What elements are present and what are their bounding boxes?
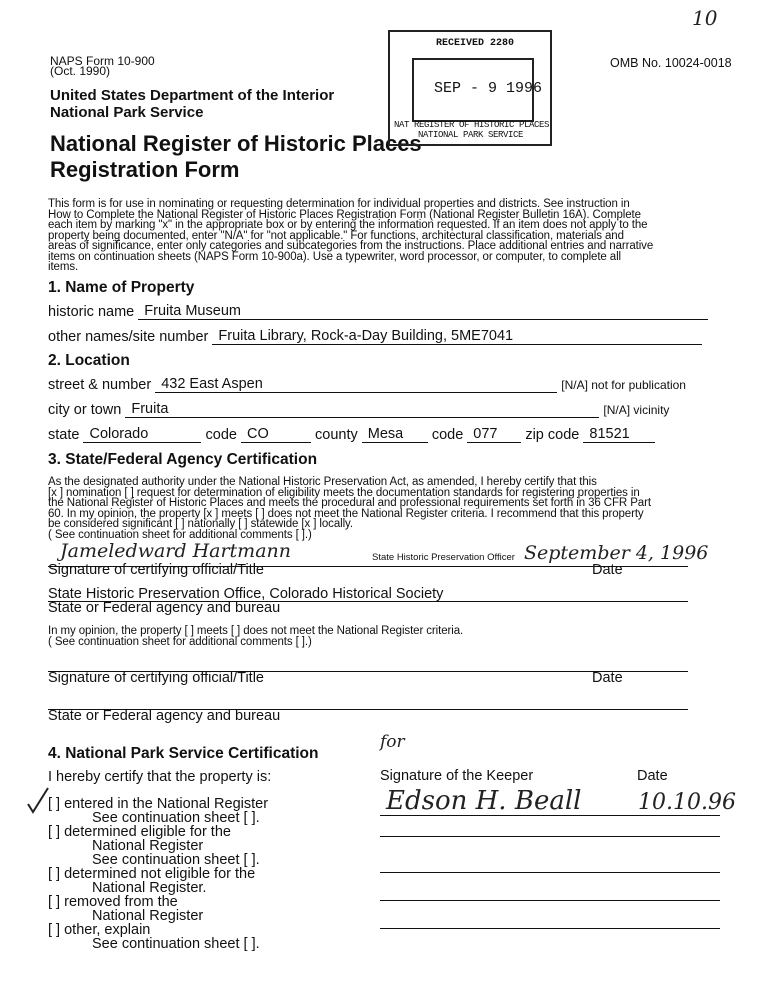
keeper-label: Signature of the Keeper [380,768,534,784]
historic-name-label: historic name [48,304,135,320]
cert-line: be considered significant [ ] nationally [ ] statewide [x ] locally. [48,518,353,530]
stamp-date-box [412,58,543,122]
keeper-line-3 [380,872,720,873]
cert-line: As the designated authority under the National Historic Preservation Act, as amended, I hereby certify that this [48,476,597,488]
state-code-field[interactable]: CO [241,427,311,443]
other-names-row [48,329,702,345]
agency-label-1: State or Federal agency and bureau [48,600,281,616]
county-code-label: code [431,427,464,443]
cert-line: ( See continuation sheet for additional comments [ ].) [48,528,312,541]
keeper-line-4 [380,900,720,901]
stamp-received: RECEIVED 2280 [436,38,515,49]
stamp-org-2: NATIONAL PARK SERVICE [418,130,524,140]
form-title-line-1: National Register of Historic Places [50,131,422,156]
historic-name-row [48,304,708,320]
cert-line: 60. In my opinion, the property [x ] meets [ ] does not meet the National Register criteria. I recommend that this property [48,507,644,520]
street-label: street & number [48,377,152,393]
continuation-note: See continuation sheet [ ]. [92,852,260,868]
omb-number: OMB No. 10024-0018 [610,56,732,70]
state-field[interactable]: Colorado [83,427,201,443]
intro-line: areas of significance, enter only categories and subcategories from the instructions. Place additional entries and narrative [48,240,654,252]
agency-line-1: United States Department of the Interior [50,87,335,104]
section-4-heading: 4. National Park Service Certification [48,745,319,762]
county-label: county [315,427,358,443]
other-names-field[interactable]: Fruita Library, Rock-a-Day Building, 5ME7041 [212,329,702,345]
form-title-line-2: Registration Form [50,157,240,182]
keeper-line-1 [380,815,720,816]
corner-handwritten-mark: 10 [692,6,718,30]
street-field[interactable]: 432 East Aspen [155,377,557,393]
instructions-paragraph [48,199,653,273]
intro-line: items. [48,261,79,273]
form-date: (Oct. 1990) [50,64,111,78]
status-subline: National Register [92,838,204,854]
status-subline: National Register [92,908,204,924]
opinion-line: ( See continuation sheet for additional comments [ ].) [48,635,312,648]
state-row [48,427,655,443]
agency-field-1[interactable]: State Historic Preservation Office, Colorado Historical Society [48,586,444,602]
other-names-label: other names/site number [48,329,209,345]
intro-line: items on continuation sheets (NAPS Form 10-900a). Use a typewriter, word processor, or computer, to complete all [48,250,622,263]
city-label: city or town [48,402,122,418]
opinion-paragraph [48,626,463,647]
county-field[interactable]: Mesa [362,427,428,443]
officer-title: State Historic Preservation Officer [372,552,515,563]
zip-label: zip code [525,427,580,443]
zip-field[interactable]: 81521 [583,427,655,443]
keeper-date-label: Date [637,768,668,784]
section-3-heading: 3. State/Federal Agency Certification [48,451,318,468]
for-annotation: for [380,732,405,752]
shpo-sign-date: September 4, 1996 [524,542,709,564]
intro-line: each item by marking "x" in the appropriate box or by entering the information requested. If an item does not apply to the [48,219,648,231]
historic-name-field[interactable]: Fruita Museum [138,304,708,320]
form-number: NAPS Form 10-900 [50,54,155,68]
agency-label-2: State or Federal agency and bureau [48,708,281,724]
opinion-line: In my opinion, the property [ ] meets [ ] does not meet the National Register criteria. [48,625,464,637]
not-eligible-checkbox[interactable]: [ ] determined not eligible for the [48,866,256,882]
cert-line: [x ] nomination [ ] request for determination of eligibility meets the documentation standards for registering properties in [48,486,640,499]
status-subline: National Register. [92,880,207,896]
county-code-field[interactable]: 077 [467,427,521,443]
keeper-line-5 [380,928,720,929]
continuation-note: See continuation sheet [ ]. [92,936,260,952]
intro-line: property being documented, enter "N/A" for "not applicable." For functions, architectural classification, materials and [48,229,624,242]
intro-line: How to Complete the National Register of Historic Places Registration Form (National Register Bulletin 16A). Complete [48,208,641,221]
city-field[interactable]: Fruita [125,402,599,418]
removed-checkbox[interactable]: [ ] removed from the [48,894,178,910]
section-2-heading: 2. Location [48,352,130,369]
received-stamp [388,30,552,146]
continuation-note: See continuation sheet [ ]. [92,810,260,826]
eligible-checkbox[interactable]: [ ] determined eligible for the [48,824,231,840]
stamp-date: SEP - 9 1996 [434,80,543,97]
city-row [48,402,669,418]
shpo-signature: Jameledward Hartmann [60,540,291,562]
check-mark-icon [22,786,52,816]
nps-certify-text: I hereby certify that the property is: [48,769,272,785]
agency-line-2: National Park Service [50,104,204,121]
state-label: state [48,427,80,443]
not-for-publication: [N/A] not for publication [561,378,686,392]
date-label-2: Date [592,670,623,686]
other-checkbox[interactable]: [ ] other, explain [48,922,151,938]
keeper-line-2 [380,836,720,837]
cert-line: the National Register of Historic Places and meets the procedural and professional requirements set forth in 36 CFR Part [48,497,651,509]
keeper-signature: Edson H. Beall [386,786,582,816]
certification-paragraph [48,477,651,540]
nps-status-list [48,797,268,951]
street-row [48,377,686,393]
entered-checkbox[interactable]: [ ] entered in the National Register [48,796,269,812]
date-label-1: Date [592,562,623,578]
intro-line: This form is for use in nominating or requesting determination for individual properties and districts. See instruction in [48,198,630,210]
keeper-sign-date: 10.10.96 [638,790,736,815]
signature-label-1: Signature of certifying official/Title [48,562,264,578]
signature-label-2: Signature of certifying official/Title [48,670,264,686]
state-code-label: code [205,427,237,443]
stamp-org-1: NAT REGISTER OF HISTORIC PLACES [394,120,550,130]
section-1-heading: 1. Name of Property [48,279,195,296]
vicinity: [N/A] vicinity [603,403,670,417]
